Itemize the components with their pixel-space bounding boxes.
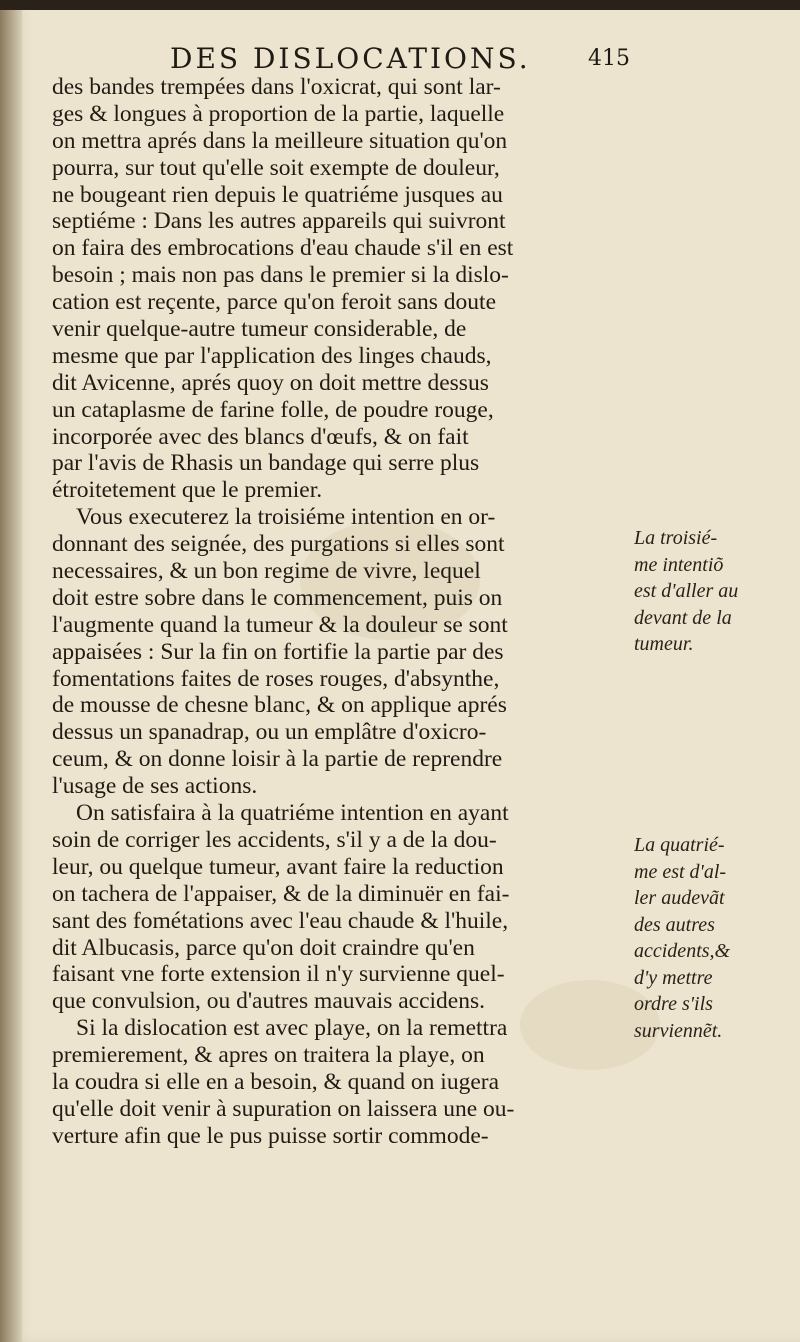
text-line: septiéme : Dans les autres appareils qui suivront <box>52 208 506 235</box>
text-line: on tachera de l'appaiser, & de la diminuër en fai- <box>52 880 510 907</box>
text-line: on faira des embrocations d'eau chaude s'il en est <box>52 235 514 262</box>
text-line: ne bougeant rien depuis le quatriéme jusques au <box>52 181 503 208</box>
text-line: ges & longues à proportion de la partie, laquelle <box>52 100 505 127</box>
text-line: Vous executerez la troisiéme intention en or- <box>76 504 496 531</box>
text-line: leur, ou quelque tumeur, avant faire la reduction <box>52 853 504 880</box>
running-title: DES DISLOCATIONS. <box>170 42 531 75</box>
margin-note-line: tumeur. <box>634 633 694 655</box>
text-line: un cataplasme de farine folle, de poudre rouge, <box>52 396 494 423</box>
margin-note-fourth-intention <box>634 832 796 1044</box>
margin-note-line: accidents,& <box>634 940 731 962</box>
margin-note-line: est d'aller au <box>634 580 739 602</box>
text-line: appaisées : Sur la fin on fortifie la partie par des <box>52 638 504 665</box>
text-line: faisant vne forte extension il n'y survienne quel- <box>52 961 505 988</box>
page-gutter <box>0 0 22 1342</box>
text-line: qu'elle doit venir à supuration on laissera une ou- <box>52 1095 515 1122</box>
text-line: par l'avis de Rhasis un bandage qui serre plus <box>52 450 480 477</box>
text-line: l'augmente quand la tumeur & la douleur se sont <box>52 611 508 638</box>
text-line: doit estre sobre dans le commencement, puis on <box>52 584 503 611</box>
margin-note-line: ler audevãt <box>634 887 725 909</box>
text-line: l'usage de ses actions. <box>52 773 258 800</box>
text-line: que convulsion, ou d'autres mauvais accidens. <box>52 988 485 1015</box>
text-line: étroitetement que le premier. <box>52 477 323 504</box>
text-line: on mettra aprés dans la meilleure situation qu'on <box>52 127 508 154</box>
text-line: de mousse de chesne blanc, & on applique aprés <box>52 692 507 719</box>
page-number: 415 <box>588 46 630 71</box>
text-line: dit Albucasis, parce qu'on doit craindre qu'en <box>52 934 475 961</box>
main-text-block <box>52 74 627 1150</box>
margin-note-line: surviennẽt. <box>634 1019 723 1042</box>
text-line: necessaires, & un bon regime de vivre, lequel <box>52 558 481 585</box>
text-line: soin de corriger les accidents, s'il y a de la dou- <box>52 826 497 853</box>
text-line: dessus un spanadrap, ou un emplâtre d'oxicro- <box>52 719 487 746</box>
text-line: verture afin que le pus puisse sortir commode- <box>52 1122 489 1149</box>
margin-note-line: me est d'al- <box>634 860 727 883</box>
margin-note-third-intention <box>634 525 796 658</box>
margin-note-line: d'y mettre <box>634 966 713 989</box>
text-line: mesme que par l'application des linges chauds, <box>52 342 492 369</box>
text-line: sant des fométations avec l'eau chaude & l'huile, <box>52 907 509 934</box>
text-line: la coudra si elle en a besoin, & quand on iugera <box>52 1068 500 1095</box>
margin-note-line: devant de la <box>634 606 732 629</box>
margin-note-line: La quatrié- <box>634 834 725 856</box>
text-line: donnant des seignée, des purgations si elles sont <box>52 531 505 558</box>
text-line: pourra, sur tout qu'elle soit exempte de douleur, <box>52 154 500 181</box>
text-line: dit Avicenne, aprés quoy on doit mettre dessus <box>52 369 489 396</box>
text-line: besoin ; mais non pas dans le premier si la dislo- <box>52 262 509 289</box>
margin-note-line: des autres <box>634 913 715 936</box>
page-top-edge <box>0 0 800 10</box>
text-line: On satisfaira à la quatriéme intention en ayant <box>76 800 509 827</box>
text-line: premierement, & apres on traitera la playe, on <box>52 1042 485 1069</box>
text-line: cation est reçente, parce qu'on feroit sans doute <box>52 289 497 316</box>
text-line: Si la dislocation est avec playe, on la remettra <box>76 1015 508 1042</box>
margin-note-line: La troisié- <box>634 527 718 549</box>
text-line: des bandes trempées dans l'oxicrat, qui sont lar- <box>52 74 501 100</box>
margin-note-line: me intentiõ <box>634 553 724 576</box>
text-line: incorporée avec des blancs d'œufs, & on fait <box>52 423 469 450</box>
text-line: fomentations faites de roses rouges, d'absynthe, <box>52 665 500 692</box>
text-line: venir quelque-autre tumeur considerable, de <box>52 316 467 343</box>
text-line: ceum, & on donne loisir à la partie de reprendre <box>52 746 503 773</box>
margin-note-line: ordre s'ils <box>634 993 713 1015</box>
